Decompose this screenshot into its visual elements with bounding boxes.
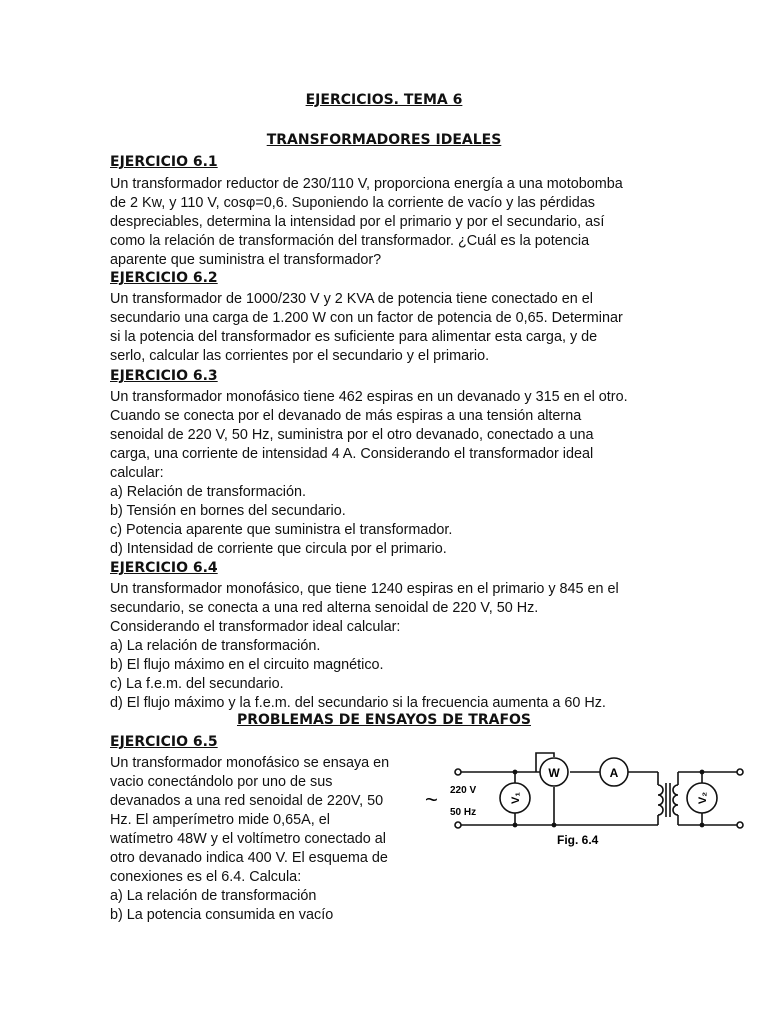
text-line: otro devanado indica 400 V. El esquema de <box>110 850 388 866</box>
list-item: c) La f.e.m. del secundario. <box>110 676 284 692</box>
voltmeter-v2-label: V₂ <box>697 791 709 805</box>
circuit-diagram <box>420 745 750 855</box>
exercise-text-6-2 <box>110 290 658 366</box>
text-line: aparente que suministra el transformador? <box>110 252 382 268</box>
list-item: a) Relación de transformación. <box>110 484 306 500</box>
list-item: b) Tensión en bornes del secundario. <box>110 503 346 519</box>
section2-title: PROBLEMAS DE ENSAYOS DE TRAFOS <box>236 712 531 728</box>
list-item: a) La relación de transformación <box>110 888 317 904</box>
text-line: Hz. El amperímetro mide 0,65A, el <box>110 812 330 828</box>
exercise-text-6-4 <box>110 580 658 713</box>
text-line: Un transformador de 1000/230 V y 2 KVA de potencia tiene conectado en el <box>110 291 593 307</box>
text-line: despreciables, determina la intensidad por el primario y por el secundario, así <box>110 214 605 230</box>
text-line: como la relación de transformación del transformador. ¿Cuál es la potencia <box>110 233 590 249</box>
exercise-heading-6-4: EJERCICIO 6.4 <box>110 560 218 576</box>
wattmeter-label: W <box>548 766 560 780</box>
section-title: TRANSFORMADORES IDEALES <box>266 132 502 148</box>
text-line: carga, una corriente de intensidad 4 A. Considerando el transformador ideal <box>110 446 594 462</box>
exercise-heading-6-1: EJERCICIO 6.1 <box>110 154 218 170</box>
text-line: vacio conectándolo por uno de sus <box>110 774 333 790</box>
text-line: serlo, calcular las corrientes por el secundario y el primario. <box>110 348 490 364</box>
exercise-text-6-3 <box>110 388 658 559</box>
text-line: secundario una carga de 1.200 W con un factor de potencia de 0,65. Determinar <box>110 310 623 326</box>
text-line: conexiones es el 6.4. Calcula: <box>110 869 302 885</box>
text-line: Considerando el transformador ideal calcular: <box>110 619 401 635</box>
text-line: secundario, se conecta a una red alterna senoidal de 220 V, 50 Hz. <box>110 600 539 616</box>
list-item: b) El flujo máximo en el circuito magnético. <box>110 657 384 673</box>
voltmeter-v1-label: V₁ <box>510 792 522 804</box>
list-item: a) La relación de transformación. <box>110 638 321 654</box>
text-line: si la potencia del transformador es suficiente para alimentar esta carga, y de <box>110 329 598 345</box>
text-line: Un transformador monofásico se ensaya en <box>110 755 390 771</box>
list-item: c) Potencia aparente que suministra el transformador. <box>110 522 453 538</box>
text-line: Un transformador monofásico, que tiene 1240 espiras en el primario y 845 en el <box>110 581 619 597</box>
exercise-heading-6-3: EJERCICIO 6.3 <box>110 368 218 384</box>
text-line: Un transformador reductor de 230/110 V, proporciona energía a una motobomba <box>110 176 623 192</box>
figure-caption: Fig. 6.4 <box>557 833 599 847</box>
text-line: senoidal de 220 V, 50 Hz, suministra por el otro devanado, conectado a una <box>110 427 594 443</box>
text-line: Un transformador monofásico tiene 462 espiras en un devanado y 315 en el otro. <box>110 389 628 405</box>
exercise-heading-6-5: EJERCICIO 6.5 <box>110 734 218 750</box>
ac-source-symbol: ~ <box>425 787 438 812</box>
exercise-text-6-1 <box>110 175 658 270</box>
list-item: d) El flujo máximo y la f.e.m. del secundario si la frecuencia aumenta a 60 Hz. <box>110 695 606 711</box>
ammeter-label: A <box>609 766 619 780</box>
text-line: calcular: <box>110 465 164 481</box>
exercise-text-6-5 <box>110 754 410 925</box>
list-item: d) Intensidad de corriente que circula por el primario. <box>110 541 447 557</box>
text-line: watímetro 48W y el voltímetro conectado al <box>110 831 386 847</box>
document-title: EJERCICIOS. TEMA 6 <box>305 92 463 108</box>
text-line: de 2 Kw, y 110 V, cosφ=0,6. Suponiendo la corriente de vacío y las pérdidas <box>110 195 595 211</box>
voltage-label: 220 V <box>450 785 477 796</box>
list-item: b) La potencia consumida en vacío <box>110 907 334 923</box>
frequency-label: 50 Hz <box>450 807 477 818</box>
exercise-heading-6-2: EJERCICIO 6.2 <box>110 270 218 286</box>
text-line: devanados a una red senoidal de 220V, 50 <box>110 793 384 809</box>
text-line: Cuando se conecta por el devanado de más espiras a una tensión alterna <box>110 408 582 424</box>
